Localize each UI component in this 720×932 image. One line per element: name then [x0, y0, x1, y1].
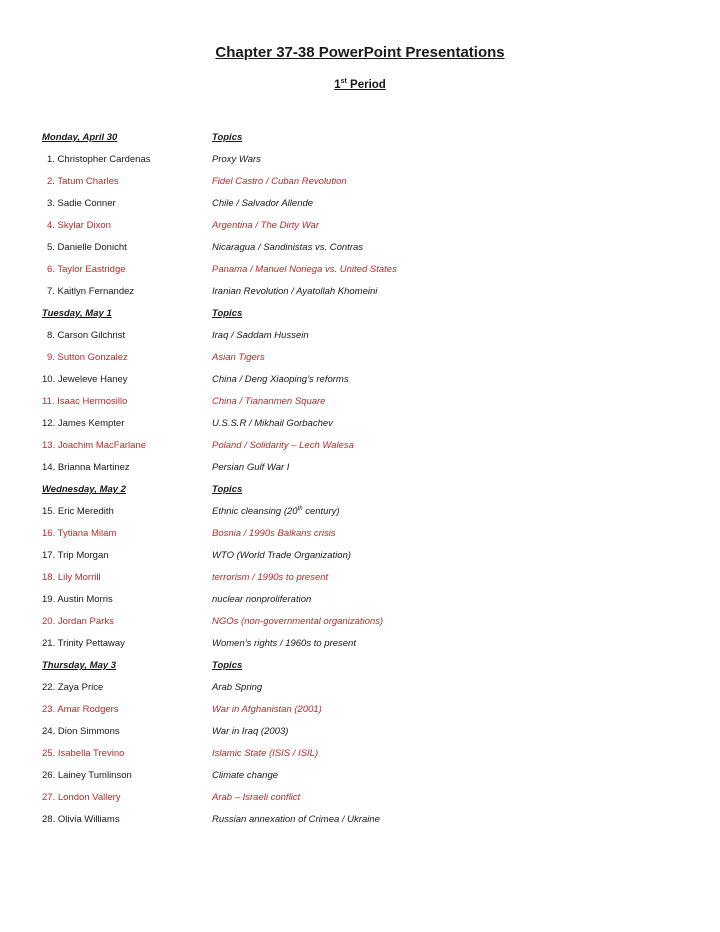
schedule-row [0, 440, 720, 456]
student-name: 7. Kaitlyn Fernandez [47, 286, 135, 297]
student-name: 9. Sutton Gonzalez [47, 352, 128, 363]
schedule-row [0, 154, 720, 170]
student-name: 17. Trip Morgan [42, 550, 109, 561]
student-name: 21. Trinity Pettaway [42, 638, 125, 649]
student-name: 22. Zaya Price [42, 682, 104, 693]
topic: China / Tiananmen Square [212, 396, 326, 407]
period-word: Period [346, 79, 386, 91]
schedule-row [0, 198, 720, 214]
day-header-row [0, 132, 720, 148]
schedule-row [0, 528, 720, 544]
topic-text: Ethnic cleansing (20 [212, 506, 298, 517]
topic: War in Afghanistan (2001) [212, 704, 322, 715]
schedule-row [0, 594, 720, 610]
day-label: Monday, April 30 [42, 132, 118, 143]
student-name: 10. Jeweleve Haney [42, 374, 128, 385]
student-name: 3. Sadie Conner [47, 198, 116, 209]
student-name: 6. Taylor Eastridge [47, 264, 126, 275]
student-name: 28. Olivia Williams [42, 814, 120, 825]
topic: Climate change [212, 770, 279, 781]
schedule-row [0, 682, 720, 698]
topic: Persian Gulf War I [212, 462, 290, 473]
topic: Arab Spring [212, 682, 263, 693]
topic: Arab – Israeli conflict [212, 792, 301, 803]
topic: Chile / Salvador Allende [212, 198, 314, 209]
student-name: 8. Carson Gilchrist [47, 330, 126, 341]
period-number: 1 [334, 79, 341, 91]
topic: Russian annexation of Crimea / Ukraine [212, 814, 380, 825]
topic: China / Deng Xiaoping’s reforms [212, 374, 349, 385]
student-name: 24. Dion Simmons [42, 726, 120, 737]
schedule-row [0, 506, 720, 522]
topic-text-tail: century) [302, 506, 340, 517]
topic: Bosnia / 1990s Balkans crisis [212, 528, 336, 539]
topic: Nicaragua / Sandinistas vs. Contras [212, 242, 364, 253]
topic: Islamic State (ISIS / ISIL) [212, 748, 319, 759]
schedule-row [0, 726, 720, 742]
student-name: 1. Christopher Cardenas [47, 154, 151, 165]
topic: War in Iraq (2003) [212, 726, 289, 737]
student-name: 13. Joachim MacFarlane [42, 440, 147, 451]
topic: terrorism / 1990s to present [212, 572, 329, 583]
schedule-row [0, 770, 720, 786]
schedule-row [0, 418, 720, 434]
day-label: Thursday, May 3 [42, 660, 117, 671]
topics-header: Topics [212, 132, 243, 143]
topic: Iranian Revolution / Ayatollah Khomeini [212, 286, 378, 297]
student-name: 20. Jordan Parks [42, 616, 114, 627]
topics-header: Topics [212, 484, 243, 495]
topic: Fidel Castro / Cuban Revolution [212, 176, 347, 187]
topic [212, 506, 340, 517]
topic-superscript: th [297, 505, 303, 512]
student-name: 27. London Vallery [42, 792, 121, 803]
schedule-row [0, 286, 720, 302]
student-name: 2. Tatum Charles [47, 176, 119, 187]
document-title: Chapter 37-38 PowerPoint Presentations [215, 44, 505, 61]
student-name: 15. Eric Meredith [42, 506, 114, 517]
topic: Women’s rights / 1960s to present [212, 638, 356, 649]
student-name: 12. James Kempter [42, 418, 125, 429]
topic: U.S.S.R / Mikhail Gorbachev [212, 418, 333, 429]
day-label: Wednesday, May 2 [42, 484, 126, 495]
topic: Panama / Manuel Noriega vs. United States [212, 264, 397, 275]
topics-header: Topics [212, 308, 243, 319]
schedule-row [0, 176, 720, 192]
student-name: 19. Austin Morris [42, 594, 113, 605]
topic: Iraq / Saddam Hussein [212, 330, 309, 341]
schedule-row [0, 264, 720, 280]
student-name: 16. Tytiana Milam [42, 528, 117, 539]
schedule-row [0, 550, 720, 566]
topic: Argentina / The Dirty War [212, 220, 320, 231]
topic: Proxy Wars [212, 154, 261, 165]
topic: WTO (World Trade Organization) [212, 550, 352, 561]
topics-header: Topics [212, 660, 243, 671]
topic: NGOs (non-governmental organizations) [212, 616, 384, 627]
schedule-row [0, 352, 720, 368]
schedule-row [0, 616, 720, 632]
schedule-row [0, 814, 720, 830]
topic: Asian Tigers [212, 352, 265, 363]
schedule-row [0, 374, 720, 390]
day-header-row [0, 308, 720, 324]
schedule-row [0, 330, 720, 346]
student-name: 18. Lily Morrill [42, 572, 101, 583]
schedule-row [0, 704, 720, 720]
student-name: 14. Brianna Martinez [42, 462, 130, 473]
schedule-row [0, 748, 720, 764]
topic: nuclear nonproliferation [212, 594, 312, 605]
schedule-row [0, 462, 720, 478]
day-label: Tuesday, May 1 [42, 308, 112, 319]
day-header-row [0, 660, 720, 676]
student-name: 25. Isabella Trevino [42, 748, 125, 759]
schedule-row [0, 638, 720, 654]
student-name: 23. Amar Rodgers [42, 704, 119, 715]
schedule-row [0, 220, 720, 236]
schedule-row [0, 242, 720, 258]
schedule-row [0, 572, 720, 588]
topic: Poland / Solidarity – Lech Walesa [212, 440, 354, 451]
student-name: 4. Skylar Dixon [47, 220, 111, 231]
schedule-row [0, 792, 720, 808]
day-header-row [0, 484, 720, 500]
student-name: 26. Lainey Tumlinson [42, 770, 132, 781]
period-ordinal: st [340, 78, 347, 86]
student-name: 11. Isaac Hermosillo [42, 396, 128, 407]
student-name: 5. Danielle Donicht [47, 242, 127, 253]
schedule-row [0, 396, 720, 412]
